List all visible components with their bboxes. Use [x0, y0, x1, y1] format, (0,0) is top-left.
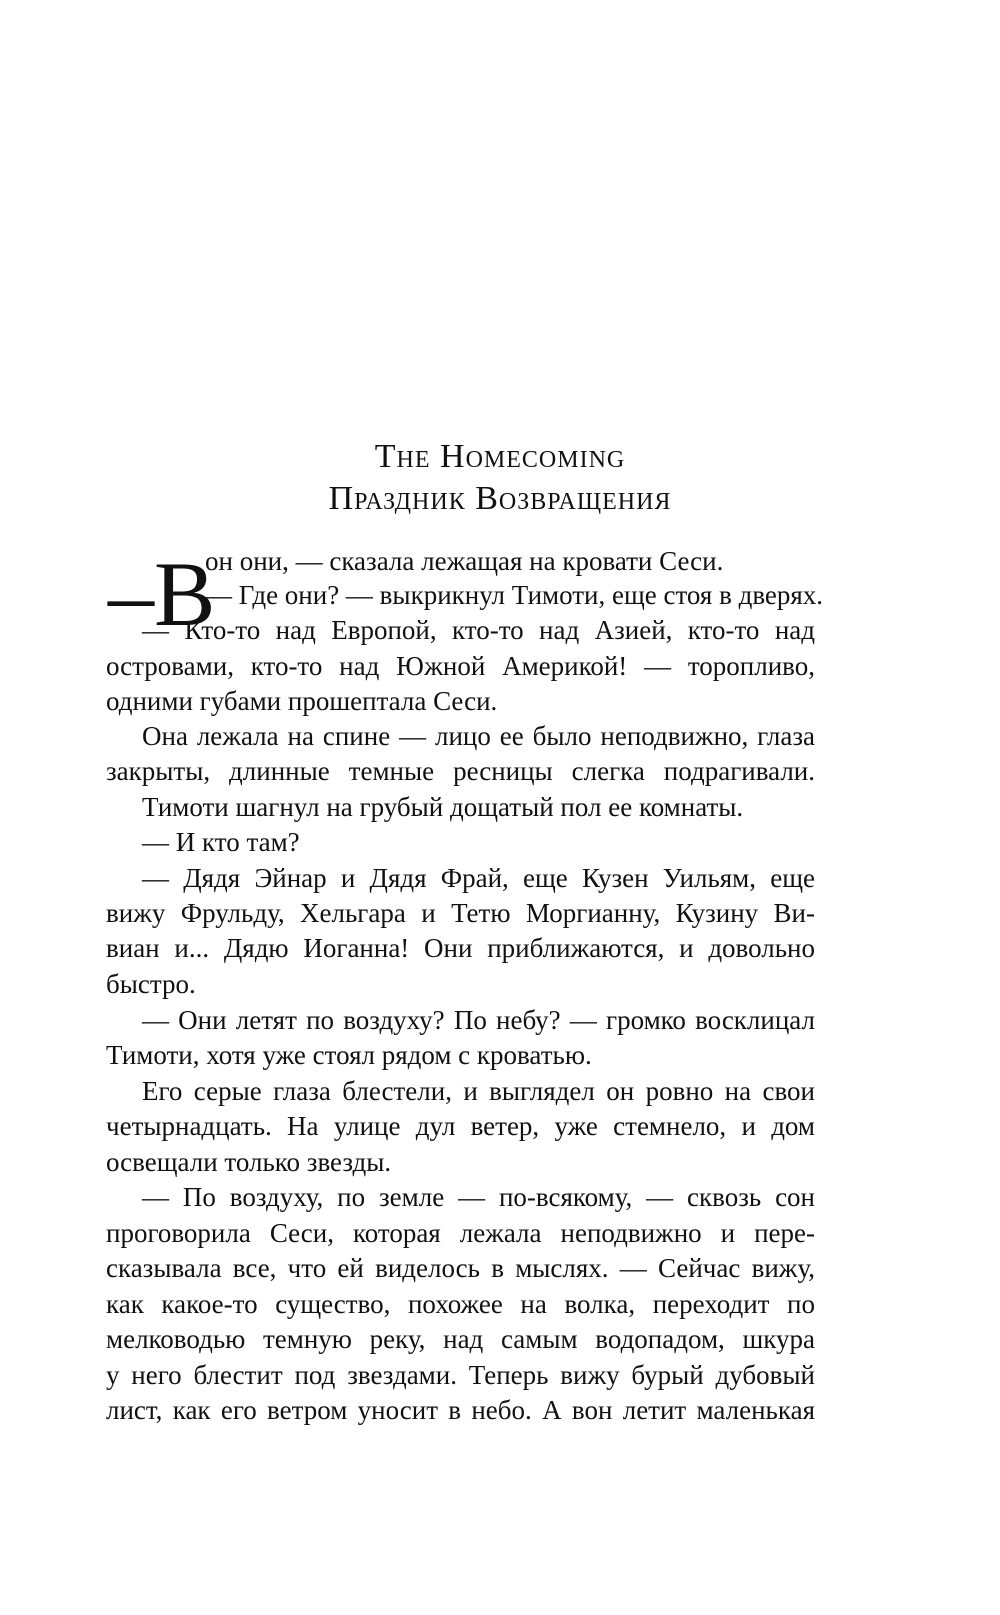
text-line-2: — Где они? — выкрикнул Тимоти, еще стоя в дверях.: [205, 580, 824, 610]
text-line-3: — Кто-то над Европой, кто-то над Азией, кто-то над: [142, 615, 815, 645]
text-line-1: он они, — сказала лежащая на кровати Сеси.: [205, 546, 724, 576]
text-line-16: Его серые глаза блестели, и выглядел он ровно на свои: [142, 1076, 815, 1106]
text-line-4: островами, кто-то над Южной Америкой! — торопливо,: [106, 651, 815, 681]
text-line-23: мелководью темную реку, над самым водопадом, шкура: [106, 1324, 815, 1354]
chapter-title-english: The Homecoming: [374, 438, 626, 475]
text-line-8: Тимоти шагнул на грубый дощатый пол ее комнаты.: [142, 792, 744, 822]
text-line-6: Она лежала на спине — лицо ее было неподвижно, глаза: [142, 721, 815, 751]
text-line-20: проговорила Сеси, которая лежала неподвижно и пере-: [106, 1218, 815, 1248]
text-line-12: виан и... Дядю Иоганна! Они приближаются, и довольно: [106, 933, 815, 963]
text-line-13: быстро.: [106, 969, 196, 999]
text-line-14: — Они летят по воздуху? По небу? — громко восклицал: [142, 1005, 815, 1035]
text-line-5: одними губами прошептала Сеси.: [106, 686, 498, 716]
text-line-25: лист, как его ветром уносит в небо. А вон летит маленькая: [106, 1395, 815, 1425]
text-line-10: — Дядя Эйнар и Дядя Фрай, еще Кузен Уильям, еще: [142, 863, 815, 893]
text-line-19: — По воздуху, по земле — по-всякому, — сквозь сон: [142, 1182, 815, 1212]
text-line-21: сказывала все, что ей виделось в мыслях. — Сейчас вижу,: [106, 1253, 815, 1283]
text-line-15: Тимоти, хотя уже стоял рядом с кроватью.: [106, 1040, 592, 1070]
drop-cap: –В: [108, 543, 216, 645]
text-line-7: закрыты, длинные темные ресницы слегка подрагивали.: [106, 756, 815, 786]
text-line-18: освещали только звезды.: [106, 1147, 392, 1177]
text-line-9: — И кто там?: [142, 827, 300, 857]
text-line-17: четырнадцать. На улице дул ветер, уже стемнело, и дом: [106, 1111, 815, 1141]
text-line-11: вижу Фрульду, Хельгара и Тетю Моргианну, Кузину Ви-: [106, 898, 815, 928]
chapter-title-russian: Праздник Возвращения: [328, 480, 672, 517]
text-line-22: как какое-то существо, похожее на волка, переходит по: [106, 1289, 815, 1319]
text-line-24: у него блестит под звездами. Теперь вижу бурый дубовый: [106, 1360, 815, 1390]
